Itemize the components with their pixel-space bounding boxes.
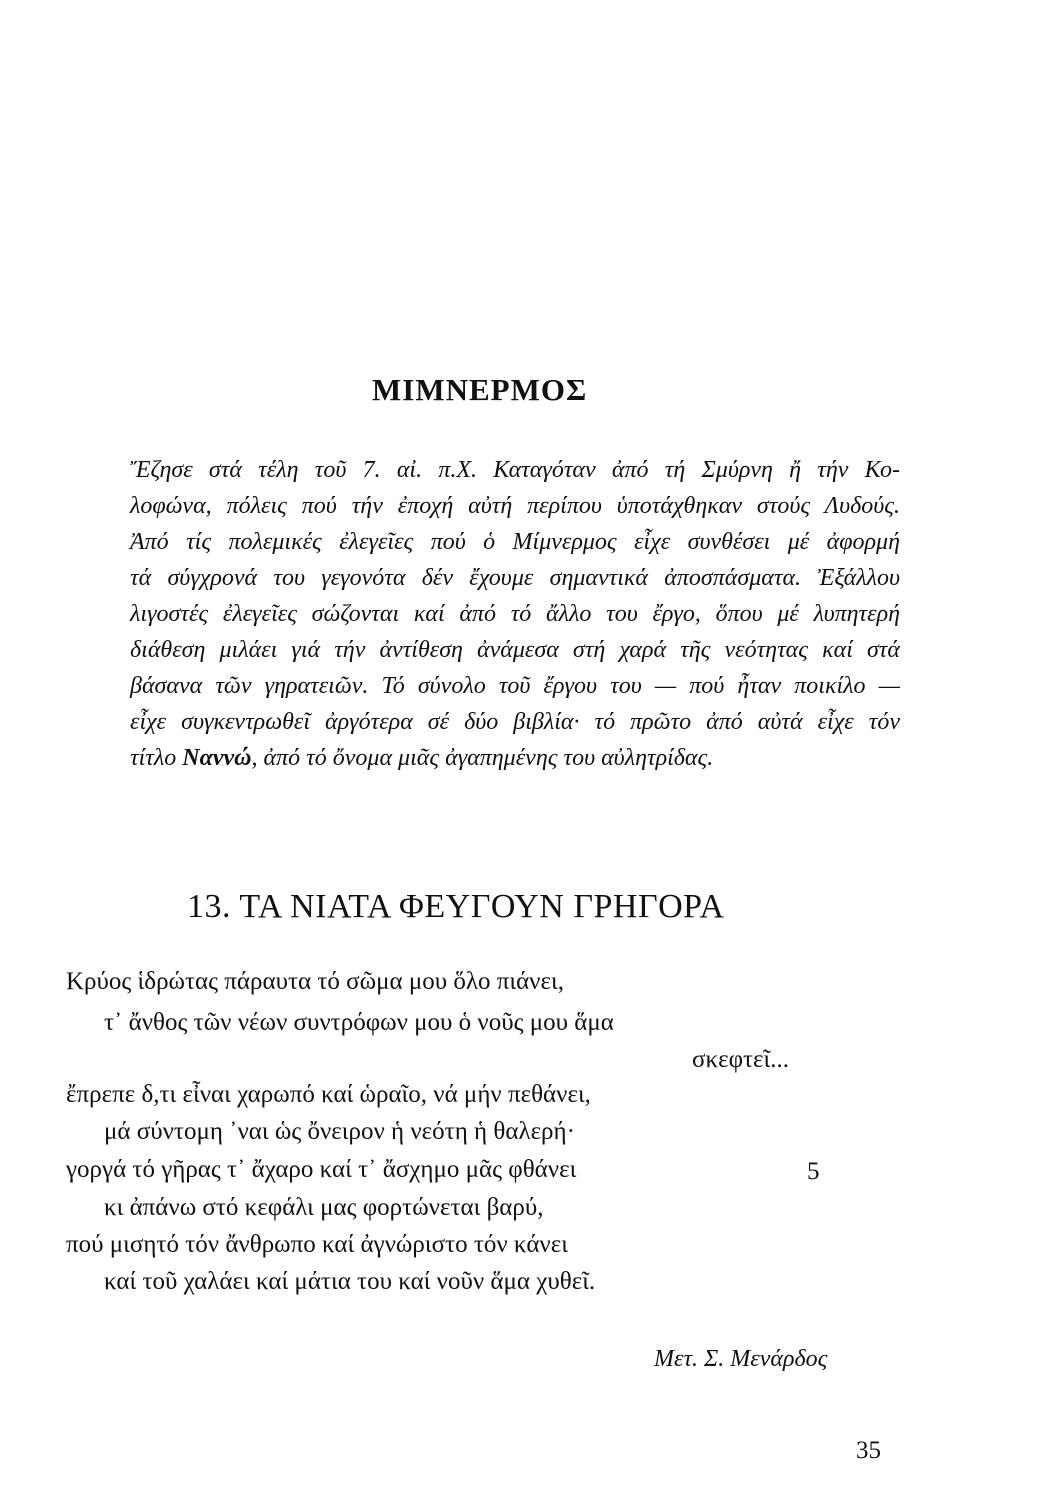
poem-line-continuation: σκεφτεῖ...	[692, 1046, 790, 1073]
bio-line-last	[130, 740, 900, 776]
bio-text: , ἀπό τό ὄνομα μιᾶς ἀγαπημένης του αὐλητρίδας.	[251, 745, 714, 771]
translator-credit: Μετ. Σ. Μενάρδος	[654, 1346, 828, 1372]
poem-line: κι ἀπάνω στό κεφάλι μας φορτώνεται βαρύ,	[104, 1194, 544, 1221]
bio-line: τά σύγχρονά του γεγονότα δέν ἔχουμε σημαντικά ἀποσπάσματα. Ἐξάλλου	[130, 565, 900, 591]
poem-line: γοργά τό γῆρας τ᾽ ἄχαρο καί τ᾽ ἄσχημο μᾶς φθάνει	[66, 1156, 577, 1183]
verse-line-number: 5	[807, 1158, 820, 1185]
bio-text: τίτλο	[130, 745, 183, 771]
bio-line: βάσανα τῶν γηρατειῶν. Τό σύνολο τοῦ ἔργου του — πού ἦταν ποικίλο —	[130, 673, 900, 699]
bio-line: λιγοστές ἐλεγεῖες σώζονται καί ἀπό τό ἄλλο του ἔργο, ὅπου μέ λυπητερή	[130, 601, 900, 627]
poem-line: ἔπρεπε δ,τι εἶναι χαρωπό καί ὡραῖο, νά μήν πεθάνει,	[66, 1081, 591, 1108]
author-biography	[130, 452, 900, 776]
page-number: 35	[856, 1437, 881, 1464]
bio-line: λοφώνα, πόλεις πού τήν ἐποχή αὐτή περίπου ὑποτάχθηκαν στούς Λυδούς.	[130, 493, 900, 519]
poem-line: καί τοῦ χαλάει καί μάτια του καί νοῦν ἅμα χυθεῖ.	[104, 1268, 596, 1295]
book-title: Ναννώ	[182, 745, 252, 771]
author-heading: ΜΙΜΝΕΡΜΟΣ	[372, 372, 588, 407]
bio-line: διάθεση μιλάει γιά τήν ἀντίθεση ἀνάμεσα στή χαρά τῆς νεότητας καί στά	[130, 637, 900, 663]
poem-line: Κρύος ἱδρώτας πάραυτα τό σῶμα μου ὅλο πιάνει,	[66, 968, 564, 995]
poem-line: μά σύντομη ᾽ναι ὡς ὄνειρον ἡ νεότη ἡ θαλερή·	[104, 1118, 575, 1145]
poem-line: πού μισητό τόν ἄνθρωπο καί ἀγνώριστο τόν κάνει	[66, 1231, 568, 1258]
poem-line: τ᾽ ἄνθος τῶν νέων συντρόφων μου ὁ νοῦς μου ἅμα	[104, 1009, 614, 1036]
bio-line: Ἔζησε στά τέλη τοῦ 7. αἰ. π.Χ. Καταγόταν ἀπό τή Σμύρνη ἤ τήν Κο-	[130, 457, 900, 483]
poem-title: 13. ΤΑ ΝΙΑΤΑ ΦΕΥΓΟΥΝ ΓΡΗΓΟΡΑ	[187, 888, 725, 925]
bio-line: εἶχε συγκεντρωθεῖ ἀργότερα σέ δύο βιβλία· τό πρῶτο ἀπό αὐτά εἶχε τόν	[130, 709, 900, 735]
bio-line: Ἀπό τίς πολεμικές ἐλεγεῖες πού ὁ Μίμνερμος εἶχε συνθέσει μέ ἀφορμή	[130, 529, 900, 555]
